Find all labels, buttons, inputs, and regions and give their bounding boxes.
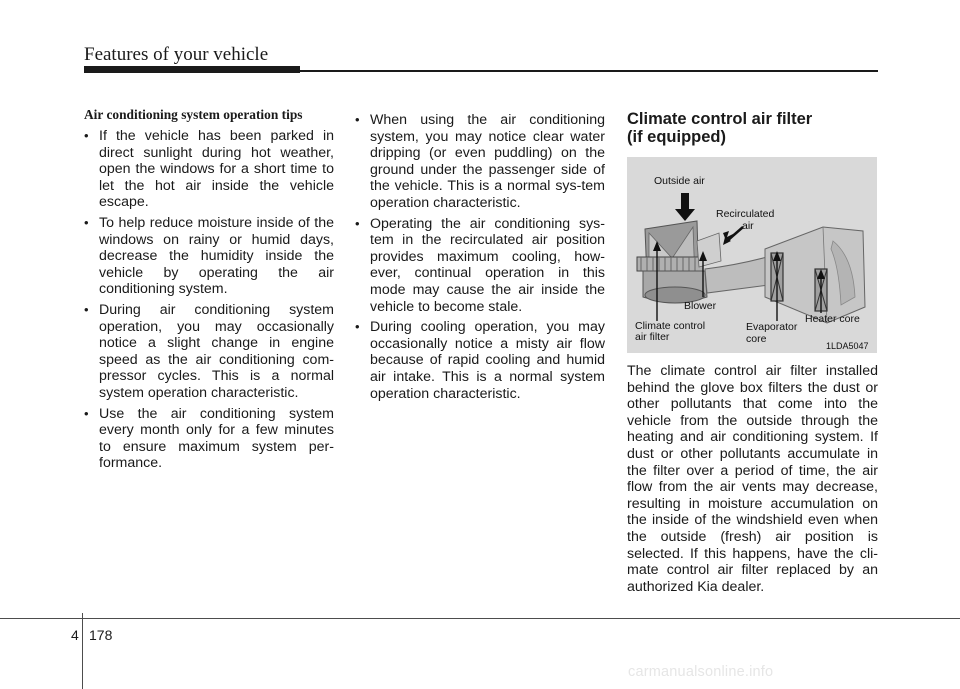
label-evaporator-line1: Evaporator [746,321,798,333]
footer-divider-tick [82,613,83,689]
page-header-title: Features of your vehicle [84,44,269,65]
filter-description-paragraph: The climate control air filter installed behind the glove box filters the dust or other pollutants that come into the vehicle from the outside through the heating and air conditioning system. If dust or other pollutants accumulate in the filter over a period of time, the air flow from the air vents may decrease, resulting in moisture accumulation on the inside of the windshield even when the outside (fresh) air position is selected. If this happens, have the cli-mate control air filter replaced by an authorized Kia dealer. [627,363,878,595]
bullet-item: • If the vehicle has been parked in direct sunlight during hot weather, open the windows for a short time to let the hot air inside the vehicle escape. [84,128,334,211]
bullet-item: • When using the air conditioning system, you may notice clear water dripping (or even puddling) on the ground under the passenger side of the vehicle. This is a normal sys-tem operation characteristic. [355,112,605,212]
ac-tips-list-left [84,128,334,476]
label-heater-core: Heater core [805,313,860,325]
header-rule-thick [84,66,300,73]
header-rule-thin [300,70,878,72]
label-climate-filter-line2: air filter [635,331,670,343]
ac-tips-list-middle [355,112,605,406]
filter-section-title [627,110,877,146]
filter-section-title-line1: Climate control air filter [627,110,813,128]
page-number: 178 [89,627,113,643]
bullet-item: • During cooling operation, you may occasionally notice a misty air flow because of rapid cooling and humid air intake. This is a normal system operation characteristic. [355,319,605,402]
label-outside-air: Outside air [654,175,705,187]
chapter-number: 4 [71,627,79,643]
bullet-item: • To help reduce moisture inside of the windows on rainy or humid days, decrease the humidity inside the vehicle by operating the air conditioning system. [84,215,334,298]
bullet-item: • Use the air conditioning system every month only for a few minutes to ensure maximum system per-formance. [84,406,334,472]
bullet-item: • Operating the air conditioning sys-tem in the recirculated air position provides maximum cooling, how-ever, continual operation in this mode may cause the air inside the vehicle to become stale. [355,216,605,316]
bullet-item: • During air conditioning system operation, you may occasionally notice a slight change in engine speed as the air conditioning com-pressor cycles. This is a normal system operation characteristic. [84,302,334,402]
footer-rule [0,618,960,619]
label-recirculated-line1: Recirculated [716,208,775,220]
watermark-text[interactable]: carmanualsonline.info [628,664,774,680]
figure-code: 1LDA5047 [826,341,869,351]
hvac-diagram-figure [627,157,877,353]
ac-tips-subheading: Air conditioning system operation tips [84,107,303,122]
label-evaporator-line2: core [746,333,767,345]
label-recirculated-line2: air [742,220,754,232]
filter-section-title-line2: (if equipped) [627,128,726,146]
label-blower: Blower [684,300,717,312]
label-climate-filter-line1: Climate control [635,320,706,332]
